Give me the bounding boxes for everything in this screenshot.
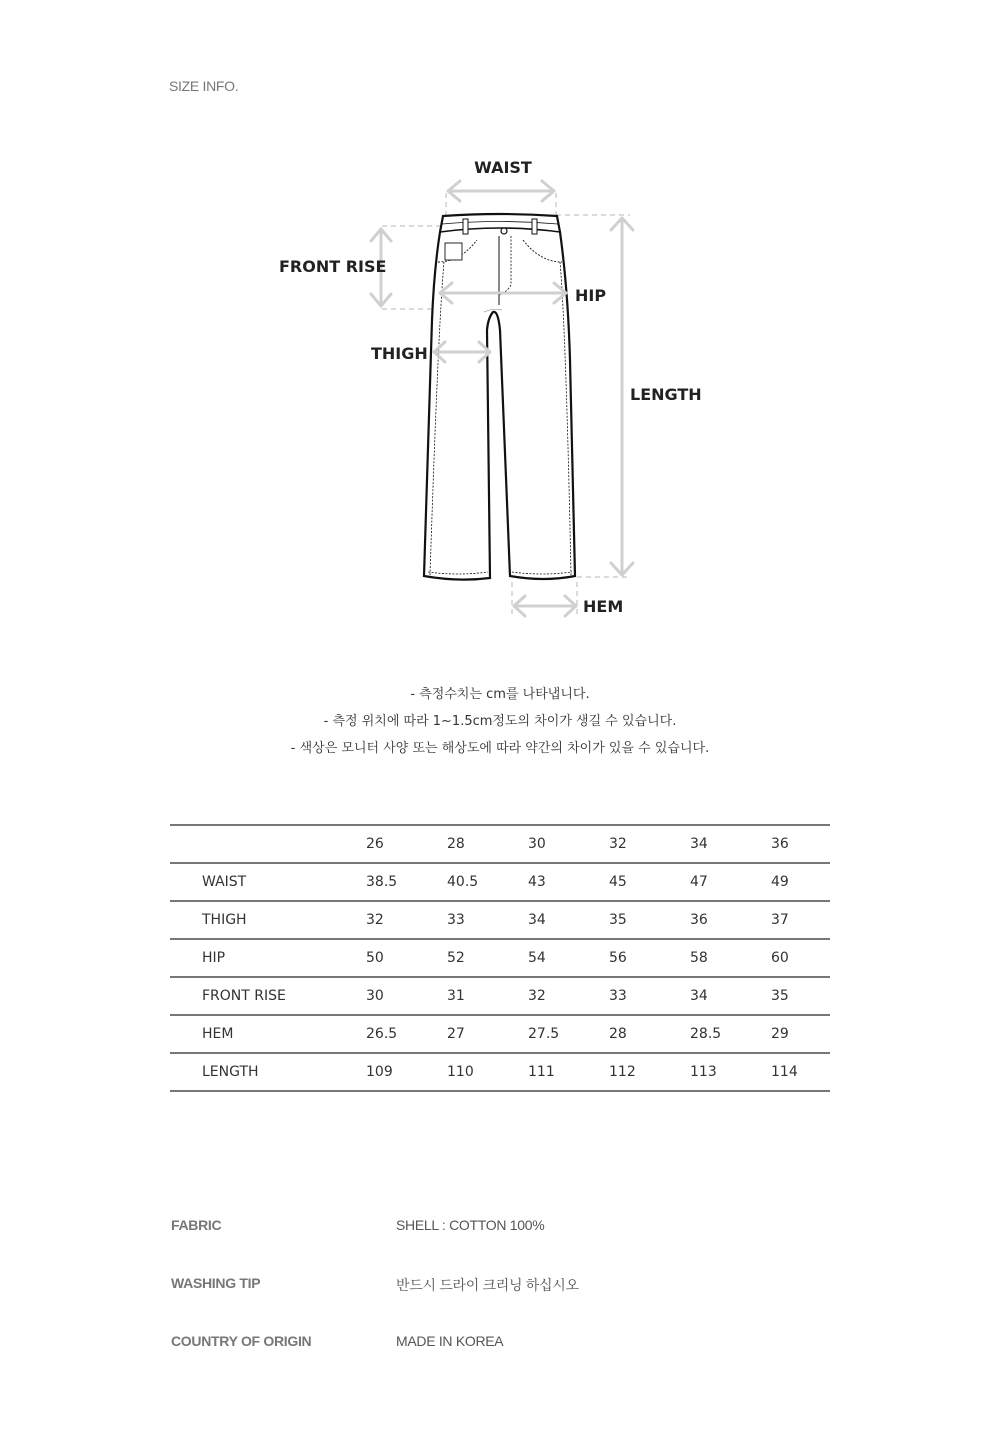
size-header: 28 [447, 825, 528, 863]
cell: 36 [690, 901, 771, 939]
cell: 45 [609, 863, 690, 901]
table-row [170, 901, 830, 939]
cell: 49 [771, 863, 830, 901]
size-header: 32 [609, 825, 690, 863]
info-key: WASHING TIP [171, 1275, 261, 1291]
cell: 33 [609, 977, 690, 1015]
front-rise-label: FRONT RISE [279, 257, 387, 276]
cell: 40.5 [447, 863, 528, 901]
header-empty-cell [170, 825, 366, 863]
row-label: FRONT RISE [170, 977, 366, 1015]
cell: 114 [771, 1053, 830, 1091]
note-line: - 색상은 모니터 사양 또는 해상도에 따라 약간의 차이가 있을 수 있습니다. [290, 741, 710, 756]
cell: 32 [528, 977, 609, 1015]
table-row [170, 1015, 830, 1053]
thigh-label: THIGH [371, 344, 428, 363]
cell: 47 [690, 863, 771, 901]
section-title: SIZE INFO. [169, 78, 239, 94]
cell: 37 [771, 901, 830, 939]
size-header: 36 [771, 825, 830, 863]
info-value: SHELL : COTTON 100% [396, 1217, 545, 1233]
table-row [170, 863, 830, 901]
info-value: 반드시 드라이 크리닝 하십시오 [396, 1277, 579, 1293]
note-line: - 측정 위치에 따라 1~1.5cm정도의 차이가 생길 수 있습니다. [323, 714, 677, 729]
length-label: LENGTH [630, 385, 702, 404]
cell: 111 [528, 1053, 609, 1091]
size-table [170, 824, 830, 1092]
pants-size-diagram [0, 0, 1000, 660]
cell: 35 [609, 901, 690, 939]
cell: 30 [366, 977, 447, 1015]
cell: 29 [771, 1015, 830, 1053]
waist-label: WAIST [474, 158, 532, 177]
table-row [170, 939, 830, 977]
hem-arrow [514, 596, 576, 616]
cell: 27 [447, 1015, 528, 1053]
note-line: - 측정수치는 cm를 나타냅니다. [410, 687, 590, 702]
cell: 54 [528, 939, 609, 977]
info-value: MADE IN KOREA [396, 1333, 504, 1349]
waist-arrow [448, 181, 554, 201]
info-key: FABRIC [171, 1217, 222, 1233]
info-key: COUNTRY OF ORIGIN [171, 1333, 312, 1349]
cell: 33 [447, 901, 528, 939]
size-header: 30 [528, 825, 609, 863]
cell: 28 [609, 1015, 690, 1053]
row-label: THIGH [170, 901, 366, 939]
cell: 27.5 [528, 1015, 609, 1053]
table-row [170, 977, 830, 1015]
cell: 58 [690, 939, 771, 977]
cell: 38.5 [366, 863, 447, 901]
cell: 52 [447, 939, 528, 977]
cell: 31 [447, 977, 528, 1015]
cell: 28.5 [690, 1015, 771, 1053]
hem-label: HEM [583, 597, 624, 616]
cell: 32 [366, 901, 447, 939]
cell: 113 [690, 1053, 771, 1091]
cell: 43 [528, 863, 609, 901]
cell: 112 [609, 1053, 690, 1091]
cell: 56 [609, 939, 690, 977]
cell: 34 [528, 901, 609, 939]
cell: 50 [366, 939, 447, 977]
cell: 26.5 [366, 1015, 447, 1053]
cell: 60 [771, 939, 830, 977]
cell: 109 [366, 1053, 447, 1091]
measurement-notes [0, 681, 1000, 762]
row-label: WAIST [170, 863, 366, 901]
hip-label: HIP [575, 286, 607, 305]
cell: 35 [771, 977, 830, 1015]
row-label: HIP [170, 939, 366, 977]
cell: 34 [690, 977, 771, 1015]
table-header-row [170, 825, 830, 863]
pants-illustration [424, 214, 575, 580]
cell: 110 [447, 1053, 528, 1091]
row-label: HEM [170, 1015, 366, 1053]
size-header: 26 [366, 825, 447, 863]
row-label: LENGTH [170, 1053, 366, 1091]
size-header: 34 [690, 825, 771, 863]
table-row [170, 1053, 830, 1091]
